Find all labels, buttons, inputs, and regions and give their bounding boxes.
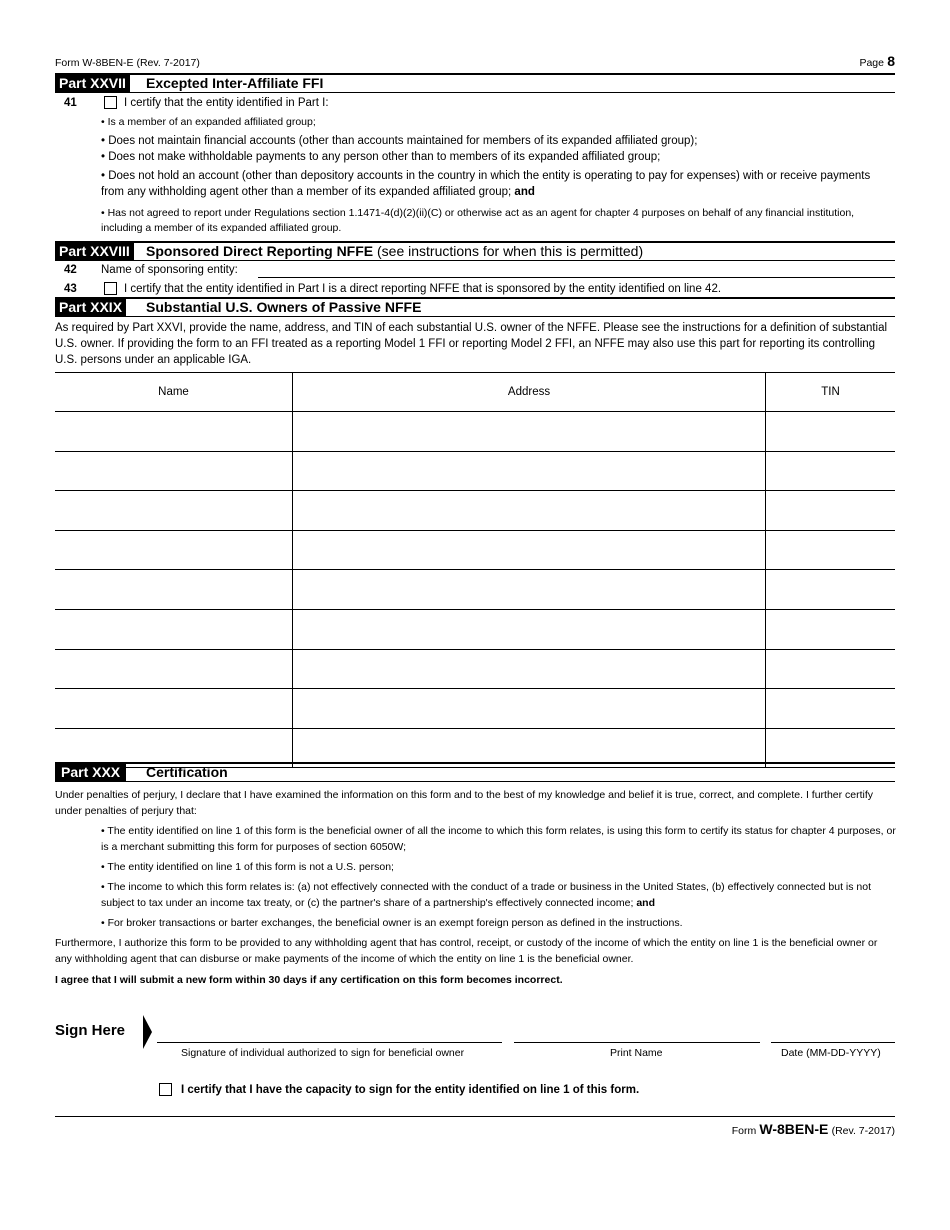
page-indicator (859, 53, 895, 71)
name-cell[interactable] (55, 609, 293, 649)
part27-tag: Part XXVII (55, 75, 130, 92)
part29-intro: As required by Part XXVI, provide the name, address, and TIN of each substantial U.S. owner of the NFFE. Please see the instructions for a definition of substantial U.S. owner. If providing the form to an FFI treated as a reporting Model 1 FFI or reporting Model 2 FFI, an NFFE may also use this part for reporting its controlling U.S. persons under an applicable IGA. (55, 322, 888, 366)
name-cell[interactable] (55, 570, 293, 610)
date-caption: Date (MM-DD-YYYY) (781, 1047, 881, 1059)
name-cell[interactable] (55, 451, 293, 491)
print-name-caption: Print Name (610, 1047, 663, 1059)
name-cell[interactable] (55, 689, 293, 729)
address-cell[interactable] (293, 609, 766, 649)
line41-bullet-2: • Does not maintain financial accounts (other than accounts maintained for members of its expanded affiliated group); (101, 135, 698, 147)
part30-bottom-rule (55, 781, 895, 782)
name-cell[interactable] (55, 412, 293, 452)
table-row (55, 491, 895, 531)
tin-cell[interactable] (766, 570, 896, 610)
footer-rev: (Rev. 7-2017) (831, 1125, 895, 1137)
part27-bottom-rule (55, 92, 895, 93)
line41-checkbox[interactable] (104, 96, 117, 109)
footer-rule (55, 1116, 895, 1117)
column-header-name: Name (55, 373, 293, 412)
address-cell[interactable] (293, 491, 766, 531)
line41-label: I certify that the entity identified in Part I: (124, 97, 329, 109)
tin-cell[interactable] (766, 689, 896, 729)
column-header-tin: TIN (766, 373, 896, 412)
owner-rows (55, 412, 895, 768)
table-row (55, 609, 895, 649)
part28-bottom-rule (55, 260, 895, 261)
date-field[interactable] (771, 1042, 895, 1043)
certification-bullet-3-and: and (636, 897, 655, 909)
page-label: Page (859, 57, 884, 69)
part29-bottom-rule (55, 316, 895, 317)
table-row (55, 689, 895, 729)
capacity-checkbox[interactable] (159, 1083, 172, 1096)
print-name-field[interactable] (514, 1042, 760, 1043)
form-reference: Form W-8BEN-E (Rev. 7-2017) (55, 57, 200, 69)
address-cell[interactable] (293, 412, 766, 452)
column-header-address: Address (293, 373, 766, 412)
line41-bullet-4-and: and (514, 186, 535, 198)
table-row (55, 412, 895, 452)
table-row (55, 530, 895, 570)
name-cell[interactable] (55, 530, 293, 570)
capacity-statement: I certify that I have the capacity to sign for the entity identified on line 1 of this form. (181, 1084, 640, 1096)
part29-tag: Part XXIX (55, 299, 126, 316)
certification-bullet-3 (101, 879, 896, 911)
part28-title (146, 243, 643, 260)
line43-number: 43 (64, 283, 77, 295)
line41-bullet-1: • Is a member of an expanded affiliated group; (101, 116, 316, 128)
certification-bullet-1: • The entity identified on line 1 of this form is the beneficial owner of all the income to which this form relates, is using this form to certify its status for chapter 4 purposes, or is a merchant submitting this form for purposes of section 6050W; (101, 825, 896, 853)
part28-tag: Part XXVIII (55, 243, 134, 260)
part30-title: Certification (146, 764, 228, 780)
line41-bullet-5: • Has not agreed to report under Regulations section 1.1471-4(d)(2)(ii)(C) or otherwise act as an agent for chapter 4 purposes on behalf of any financial institution, including a member of its expanded affiliated group. (101, 207, 855, 234)
sign-arrow-icon (143, 1015, 152, 1049)
name-cell[interactable] (55, 649, 293, 689)
address-cell[interactable] (293, 689, 766, 729)
footer-form-name: W-8BEN-E (759, 1121, 829, 1137)
part28-title-note: (see instructions for when this is permitted) (377, 243, 644, 259)
line43-label: I certify that the entity identified in Part I is a direct reporting NFFE that is sponsored by the entity identified on line 42. (124, 283, 722, 295)
address-cell[interactable] (293, 530, 766, 570)
line43-checkbox[interactable] (104, 282, 117, 295)
part27-title: Excepted Inter-Affiliate FFI (146, 75, 324, 91)
tin-cell[interactable] (766, 609, 896, 649)
certification-intro: Under penalties of perjury, I declare that I have examined the information on this form and to the best of my knowledge and belief it is true, correct, and complete. I further certify under penalties of perjury that: (55, 789, 874, 817)
address-cell[interactable] (293, 570, 766, 610)
address-cell[interactable] (293, 451, 766, 491)
tin-cell[interactable] (766, 412, 896, 452)
line42-number: 42 (64, 264, 77, 276)
tin-cell[interactable] (766, 491, 896, 531)
table-header-row (55, 373, 895, 412)
certification-agreement: I agree that I will submit a new form within 30 days if any certification on this form becomes incorrect. (55, 974, 563, 986)
substantial-owners-table (55, 372, 895, 768)
certification-authorization: Furthermore, I authorize this form to be provided to any withholding agent that has control, receipt, or custody of the income of which the entity on line 1 is the beneficial owner or any withholding agent that can disburse or make payments of the income of which the entity on line 1 is the beneficial owner. (55, 937, 878, 965)
part28-title-text: Sponsored Direct Reporting NFFE (146, 243, 374, 259)
certification-bullet-2: • The entity identified on line 1 of this form is not a U.S. person; (101, 861, 394, 873)
address-cell[interactable] (293, 649, 766, 689)
footer-form-id (732, 1121, 895, 1139)
line41-bullet-4-text: • Does not hold an account (other than depository accounts in the country in which the entity is operating to pay for expenses) with or receive payments from any withholding agent other than a member of its expanded affiliated group; (101, 170, 871, 198)
tin-cell[interactable] (766, 451, 896, 491)
page-number: 8 (887, 53, 895, 69)
signature-caption: Signature of individual authorized to sign for beneficial owner (181, 1047, 465, 1059)
certification-bullet-3-text: • The income to which this form relates is: (a) not effectively connected with the conduct of a trade or business in the United States, (b) effectively connected but is not subject to tax under an income tax treaty, or (c) the partner's share of a partnership's effectively connected income; (101, 881, 871, 909)
sign-here-label: Sign Here (55, 1022, 126, 1039)
line41-bullet-3: • Does not make withholdable payments to any person other than to members of its expanded affiliated group; (101, 151, 661, 163)
tin-cell[interactable] (766, 649, 896, 689)
footer-form-word: Form (731, 1125, 757, 1137)
name-cell[interactable] (55, 491, 293, 531)
table-row (55, 649, 895, 689)
part29-title: Substantial U.S. Owners of Passive NFFE (146, 299, 422, 315)
tin-cell[interactable] (766, 530, 896, 570)
table-row (55, 570, 895, 610)
certification-bullet-4: • For broker transactions or barter exchanges, the beneficial owner is an exempt foreign person as defined in the instructions. (101, 917, 683, 929)
signature-field[interactable] (157, 1042, 502, 1043)
line41-bullet-4 (101, 168, 896, 200)
line41-number: 41 (64, 97, 77, 109)
sponsoring-entity-field[interactable] (258, 277, 895, 278)
line42-label: Name of sponsoring entity: (101, 264, 238, 276)
table-row (55, 451, 895, 491)
part30-tag: Part XXX (55, 764, 126, 781)
